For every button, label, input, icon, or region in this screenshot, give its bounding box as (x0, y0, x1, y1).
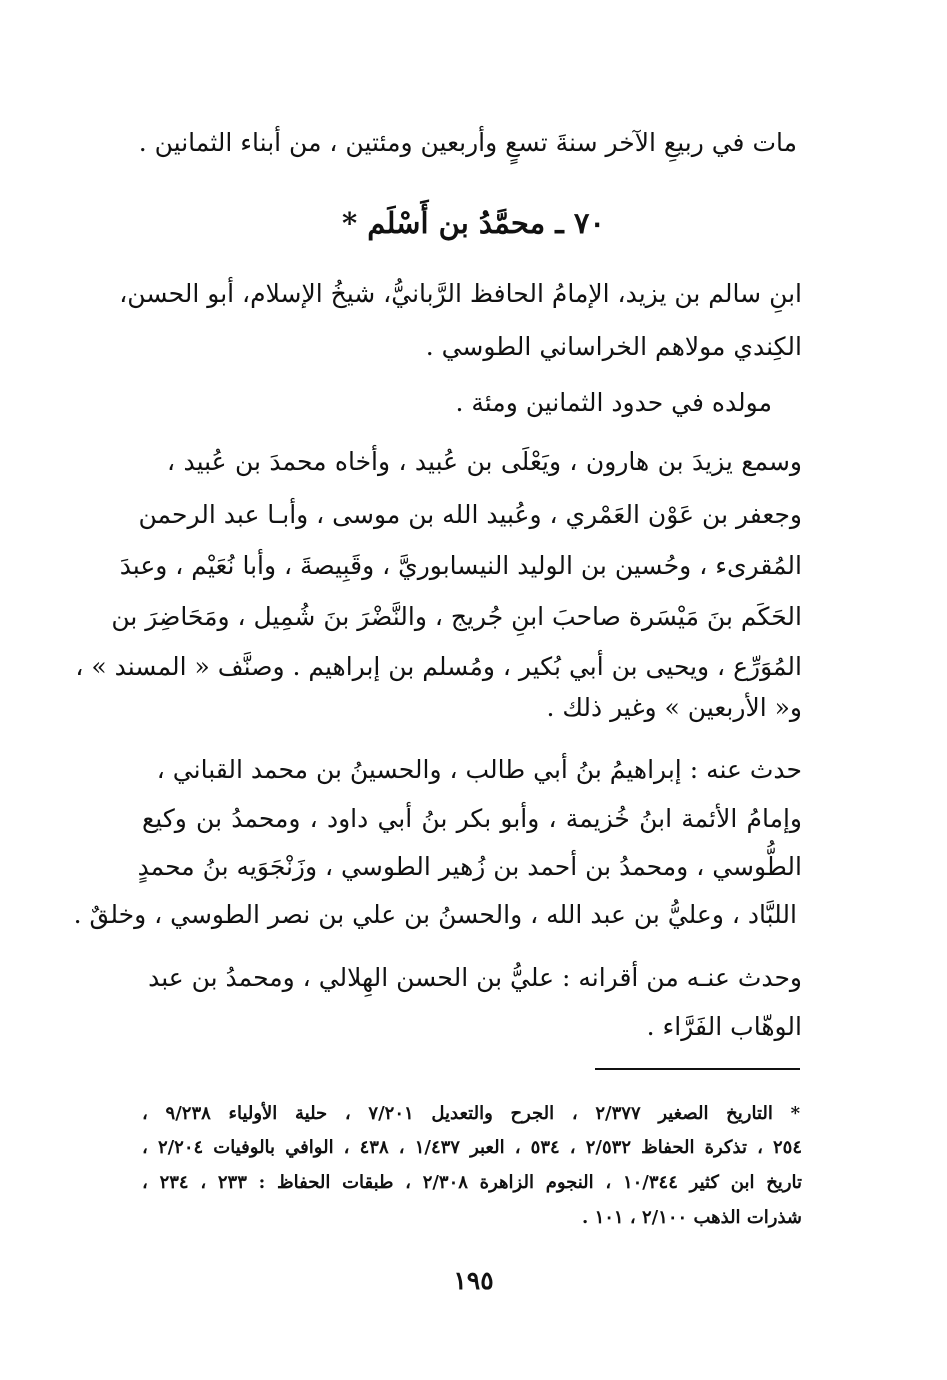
paragraph-2-line-1: مولده في حدود الثمانين ومئة . (455, 388, 772, 417)
footnote-divider (595, 1068, 800, 1070)
paragraph-3-line-2: وجعفر بن عَوْن العَمْري ، وعُبيد الله بن موسى ، وأبـا عبد الرحمن (138, 500, 802, 529)
paragraph-4-line-3: الطُّوسي ، ومحمدُ بن أحمد بن زُهير الطوسي ، وزَنْجَوَيه بنُ محمدٍ (137, 852, 802, 881)
paragraph-3-line-6: و« الأربعين » وغير ذلك . (546, 693, 802, 722)
footnote-line-4: شذرات الذهب ٢/١٠٠ ، ١٠١ . (582, 1207, 802, 1228)
paragraph-3-line-1: وسمع يزيدَ بن هارون ، ويَعْلَى بن عُبيد ، وأخاه محمدَ بن عُبيد ، (167, 447, 802, 476)
paragraph-4-line-4: اللبَّاد ، وعليُّ بن عبد الله ، والحسنُ بن علي بن نصر الطوسي ، وخلقٌ . (73, 900, 797, 929)
page-number: ١٩٥ (453, 1266, 494, 1295)
entry-title: ٧٠ ـ محمَّدُ بن أَسْلَم * (342, 206, 605, 240)
paragraph-3-line-4: الحَكَم بنَ مَيْسَرة صاحبَ ابنِ جُريج ، والنَّضْرَ بنَ شُمِيل ، ومَحَاضِرَ بن (111, 602, 802, 631)
paragraph-1-line-1: ابنِ سالم بن يزيد، الإمامُ الحافظ الرَّبانيُّ، شيخُ الإسلام، أبو الحسن، (119, 279, 802, 308)
paragraph-5-line-2: الوهّاب الفَرَّاء . (646, 1012, 802, 1041)
footnote-line-3: تاريخ ابن كثير ١٠/٣٤٤ ، النجوم الزاهرة ٢/٣٠٨ ، طبقات الحفاظ : ٢٣٣ ، ٢٣٤ ، (142, 1172, 803, 1193)
intro-line: مات في ربيعِ الآخر سنةَ تسعٍ وأربعين ومئتين ، من أبناء الثمانين . (138, 128, 797, 157)
paragraph-1-line-2: الكِندي مولاهم الخراساني الطوسي . (425, 332, 802, 361)
paragraph-3-line-5: المُوَرِّع ، ويحيى بن أبي بُكير ، ومُسلم بن إبراهيم . وصنَّف « المسند » ، (75, 652, 802, 681)
paragraph-4-line-1: حدث عنه : إبراهيمُ بنُ أبي طالب ، والحسينُ بن محمد القباني ، (156, 755, 802, 784)
footnote-line-1: * التاريخ الصغير ٢/٣٧٧ ، الجرح والتعديل ٧/٢٠١ ، حلية الأولياء ٩/٢٣٨ ، (142, 1103, 801, 1124)
paragraph-4-line-2: وإمامُ الأئمة ابنُ خُزيمة ، وأبو بكر بنُ أبي داود ، ومحمدُ بن وكيع (142, 804, 802, 833)
paragraph-5-line-1: وحدث عنـه من أقرانه : عليُّ بن الحسن الهِلالي ، ومحمدُ بن عبد (148, 963, 802, 992)
footnote-line-2: ٢٥٤ ، تذكرة الحفاظ ٢/٥٣٢ ، ٥٣٤ ، العبر ١/٤٣٧ ، ٤٣٨ ، الوافي بالوفيات ٢/٢٠٤ ، (142, 1137, 803, 1158)
paragraph-3-line-3: المُقرىء ، وحُسين بن الوليد النيسابوريَّ ، وقَبِيصةَ ، وأبا نُعَيْم ، وعبدَ (119, 551, 802, 580)
